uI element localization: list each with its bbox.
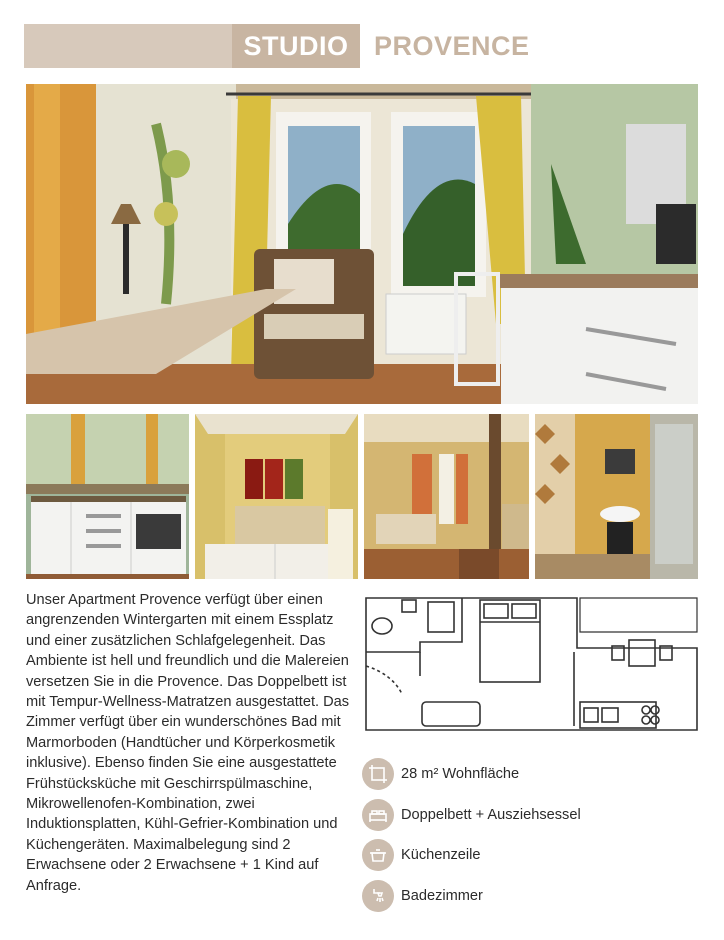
- room-overview-photo: [364, 414, 529, 579]
- title-provence: PROVENCE: [374, 31, 530, 61]
- description-text: Unser Apartment Provence verfügt über einen angrenzenden Wintergarten mit einem Essplatz und einer zusätzlichen Schlafgelegenheit. Das Ambiente ist hell und freundlich und die Malereien versetzen Sie in die Provence. Das Doppelbett ist mit Tempur-Wellness-Matratzen ausgestattet. Das Zimmer verfügt über ein wunderschönes Bad mit Marmorboden (Handtücher und Körperkosmetik inklusive). Ebenso finden Sie eine ausgestattete Frühstücksküche mit Geschirrspülmaschine, Mikrowellenofen-Kombination, zwei Induktionsplatten, Kühl-Gefrier-Kombination und Küchengeräten. Maximalbelegung sind 2 Erwachsene oder 2 Erwachsene + 1 Kind auf Anfrage.: [26, 592, 350, 894]
- feature-kitchen-label: Küchenzeile: [401, 847, 481, 863]
- feature-bed: [362, 799, 702, 840]
- title-bar: [24, 24, 554, 68]
- kitchen-photo: [26, 414, 189, 579]
- feature-area-label: 28 m² Wohnfläche: [401, 766, 520, 782]
- feature-kitchen: [362, 839, 702, 880]
- hero-photo: [26, 84, 698, 404]
- feature-area: [362, 758, 702, 799]
- feature-bed-label: Doppelbett + Ausziehsessel: [401, 806, 581, 823]
- bathroom-photo: [535, 414, 698, 579]
- area-icon: [362, 758, 394, 790]
- pot-icon: [362, 839, 394, 871]
- feature-list: [362, 758, 702, 920]
- title-studio: STUDIO: [232, 24, 360, 68]
- bed-icon: [362, 799, 394, 831]
- title-band: [24, 24, 360, 68]
- feature-bathroom-label: Badezimmer: [401, 887, 483, 904]
- feature-bathroom: [362, 880, 702, 921]
- shower-icon: [362, 880, 394, 912]
- bedroom-photo: [195, 414, 358, 579]
- floor-plan: [362, 594, 700, 734]
